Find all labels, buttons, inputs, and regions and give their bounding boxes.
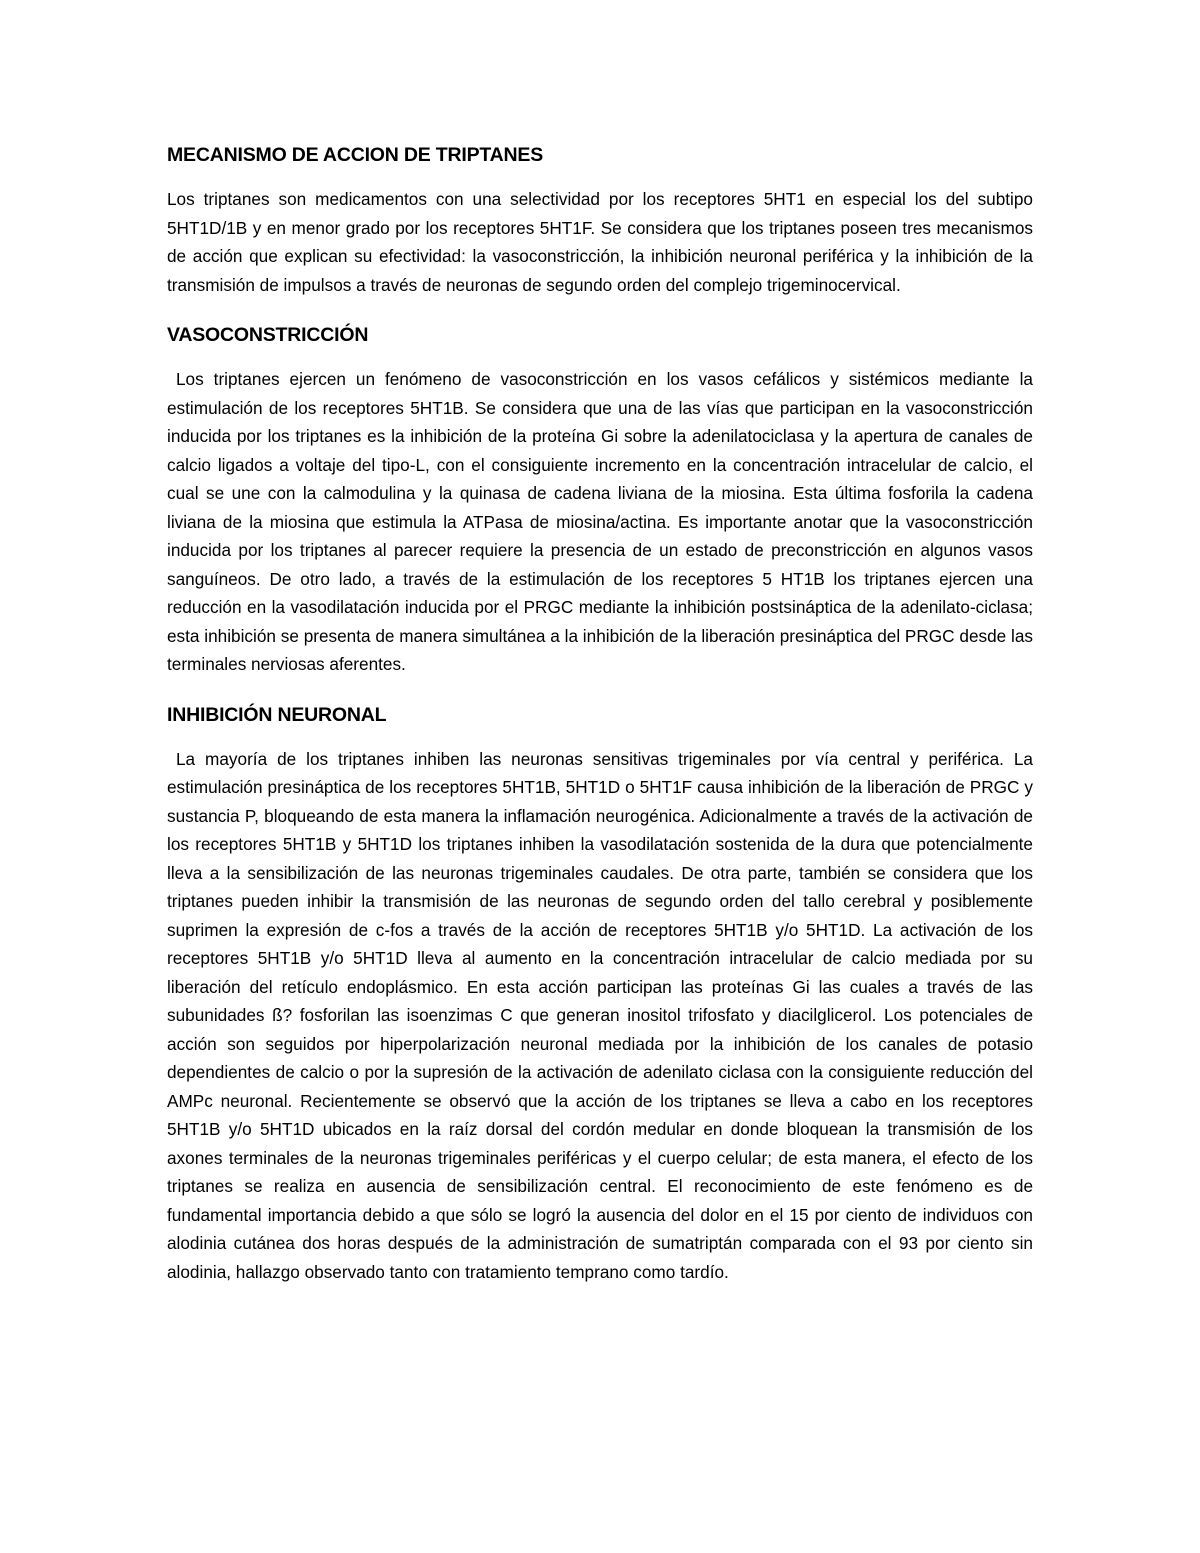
- intro-paragraph: Los triptanes son medicamentos con una selectividad por los receptores 5HT1 en especial los del subtipo 5HT1D/1B y en menor grado por los receptores 5HT1F. Se considera que los triptanes poseen tres mecanismos de acción que explican su efectividad: la vasoconstricción, la inhibición neuronal periférica y la inhibición de la transmisión de impulsos a través de neuronas de segundo orden del complejo trigeminocervical.: [167, 189, 1033, 295]
- section-heading-vasoconstriccion: VASOCONSTRICCIÓN: [167, 324, 369, 346]
- document-title: MECANISMO DE ACCION DE TRIPTANES: [167, 144, 544, 166]
- section-heading-inhibicion-neuronal: INHIBICIÓN NEURONAL: [167, 703, 387, 726]
- section-body-inhibicion-neuronal: La mayoría de los triptanes inhiben las neuronas sensitivas trigeminales por vía central y periférica. La estimulación presináptica de los receptores 5HT1B, 5HT1D o 5HT1F causa inhibición de la liberación de PRGC y sustancia P, bloqueando de esta manera la inflamación neurogénica. Adicionalmente a través de la activación de los receptores 5HT1B y 5HT1D los triptanes inhiben la vasodilatación sostenida de la dura que potencialmente lleva a la sensibilización de las neuronas trigeminales caudales. De otra parte, también se considera que los triptanes pueden inhibir la transmisión de las neuronas de segundo orden del tallo cerebral y posiblemente suprimen la expresión de c-fos a través de la acción de receptores 5HT1B y/o 5HT1D. La activación de los receptores 5HT1B y/o 5HT1D lleva al aumento en la concentración intracelular de calcio mediada por su liberación del retículo endoplásmico. En esta acción participan las proteínas Gi las cuales a través de las subunidades ß? fosforilan las isoenzimas C que generan inositol trifosfato y diacilglicerol. Los potenciales de acción son seguidos por hiperpolarización neuronal mediada por la inhibición de los canales de potasio dependientes de calcio o por la supresión de la activación de adenilato ciclasa con la consiguiente reducción del AMPc neuronal. Recientemente se observó que la acción de los triptanes se lleva a cabo en los receptores 5HT1B y/o 5HT1D ubicados en la raíz dorsal del cordón medular en donde bloquean la transmisión de los axones terminales de la neuronas trigeminales periféricas y el cuerpo celular; de esta manera, el efecto de los triptanes se realiza en ausencia de sensibilización central. El reconocimiento de este fenómeno es de fundamental importancia debido a que sólo se logró la ausencia del dolor en el 15 por ciento de individuos con alodinia cutánea dos horas después de la administración de sumatriptán comparada con el 93 por ciento sin alodinia, hallazgo observado tanto con tratamiento temprano como tardío.: [167, 748, 1033, 1282]
- section-body-vasoconstriccion: Los triptanes ejercen un fenómeno de vasoconstricción en los vasos cefálicos y sistémicos mediante la estimulación de los receptores 5HT1B. Se considera que una de las vías que participan en la vasoconstricción inducida por los triptanes es la inhibición de la proteína Gi sobre la adenilatociclasa y la apertura de canales de calcio ligados a voltaje del tipo-L, con el consiguiente incremento en la concentración intracelular de calcio, el cual se une con la calmodulina y la quinasa de cadena liviana de la miosina. Esta última fosforila la cadena liviana de la miosina que estimula la ATPasa de miosina/actina. Es importante anotar que la vasoconstricción inducida por los triptanes al parecer requiere la presencia de un estado de preconstricción en algunos vasos sanguíneos. De otro lado, a través de la estimulación de los receptores 5 HT1B los triptanes ejercen una reducción en la vasodilatación inducida por el PRGC mediante la inhibición postsináptica de la adenilato-ciclasa; esta inhibición se presenta de manera simultánea a la inhibición de la liberación presináptica del PRGC desde las terminales nerviosas aferentes.: [167, 369, 1033, 674]
- document-page: [167, 135, 1033, 1286]
